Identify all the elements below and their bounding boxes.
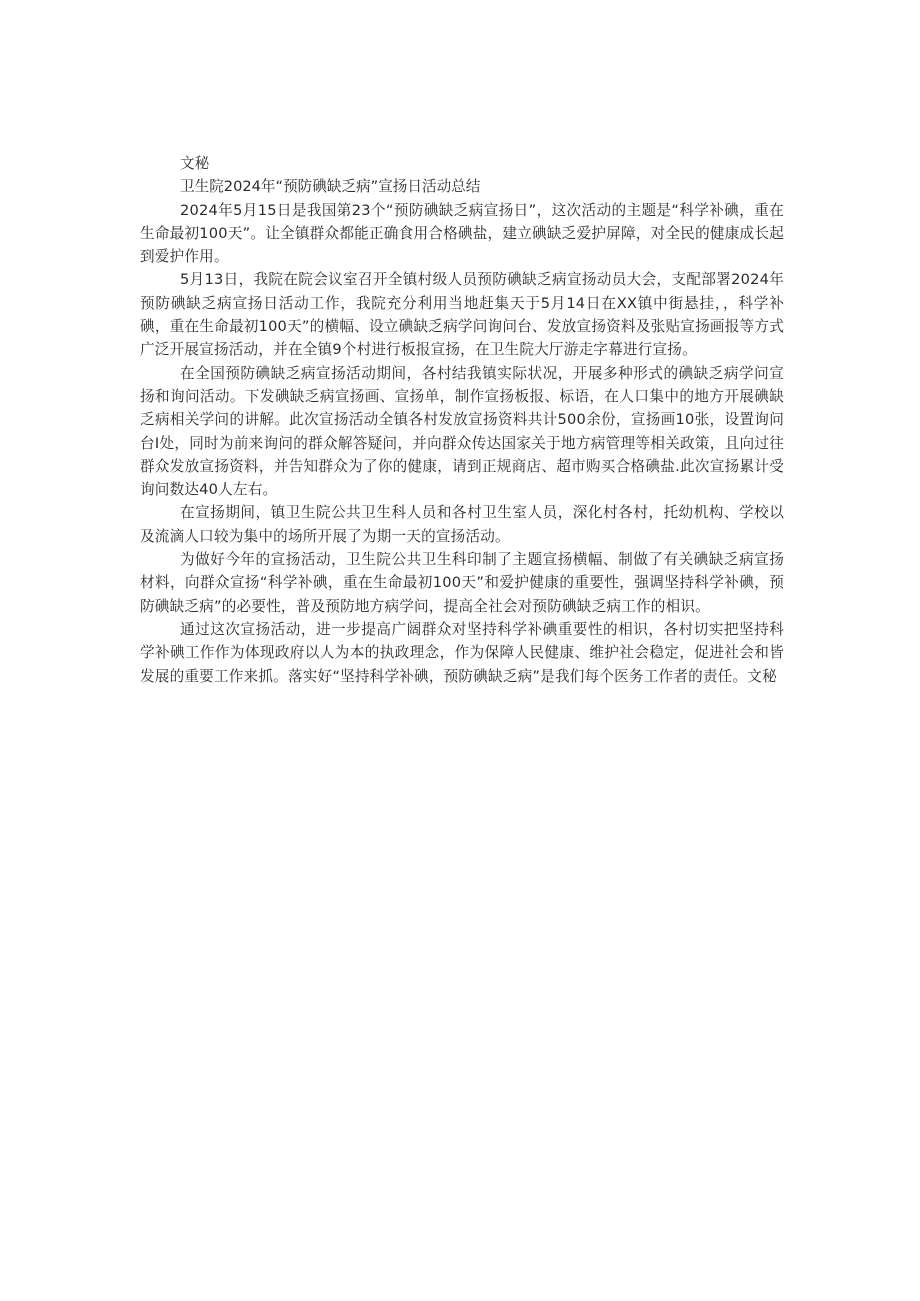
- document-body: [140, 152, 784, 688]
- paragraph-conclusion: 通过这次宣扬活动，进一步提高广阔群众对坚持科学补碘重要性的相识，各村切实把坚持科学补碘工作作为体现政府以人为本的执政理念，作为保障人民健康、维护社会稳定，促进社会和皆发展的重要工作来抓。落实好“坚持科学补碘，预防碘缺乏病”是我们每个医务工作者的责任。文秘: [140, 620, 784, 685]
- paragraph-activities: 在全国预防碘缺乏病宣扬活动期间，各村结我镇实际状况，开展多种形式的碘缺乏病学问宣扬和询问活动。下发碘缺乏病宣扬画、宣扬单，制作宣扬板报、标语，在人口集中的地方开展碘缺乏病相关学问的讲解。此次宣扬活动全镇各村发放宣扬资料共计500余份，宣扬画10张，设置询问台I处，同时为前来询问的群众解答疑问，并向群众传达国家关于地方病管理等相关政策，且向过往群众发放宣扬资料，并告知群众为了你的健康，请到正规商店、超市购买合格碘盐.此次宣扬累计受询问数达40人左右。: [140, 364, 784, 499]
- document-title: 卫生院2024年“预防碘缺乏病”宣扬日活动总结: [180, 178, 481, 196]
- paragraph-mobilization: 5月13日，我院在院会议室召开全镇村级人员预防碘缺乏病宣扬动员大会，支配部署2024年预防碘缺乏病宣扬日活动工作，我院充分利用当地赶集天于5月14日在XX镇中街悬挂，，科学补碘，重在生命最初100天”的横幅、设立碘缺乏病学问询问台、发放宣扬资料及张贴宣扬画报等方式广泛开展宣扬活动，并在全镇9个村进行板报宣扬，在卫生院大厅游走字幕进行宣扬。: [140, 271, 784, 359]
- paragraph-intro: 2024年5月15日是我国第23个“预防碘缺乏病宣扬日”，这次活动的主题是“科学补碘，重在生命最初100天”。让全镇群众都能正确食用合格碘盐，建立碘缺乏爱护屏障，对全民的健康成长起到爱护作用。: [140, 201, 784, 266]
- header-label: 文秘: [180, 155, 210, 172]
- paragraph-materials: 为做好今年的宣扬活动，卫生院公共卫生科印制了主题宣扬横幅、制做了有关碘缺乏病宣扬材料，向群众宣扬“科学补碘，重在生命最初100天”和爱护健康的重要性，强调坚持科学补碘，预防碘缺乏病”的必要性，普及预防地方病学问，提高全社会对预防碘缺乏病工作的相识。: [140, 551, 784, 615]
- paragraph-staff: 在宣扬期间，镇卫生院公共卫生科人员和各村卫生室人员，深化村各村，托幼机构、学校以及流滴人口较为集中的场所开展了为期一天的宣扬活动。: [140, 504, 784, 545]
